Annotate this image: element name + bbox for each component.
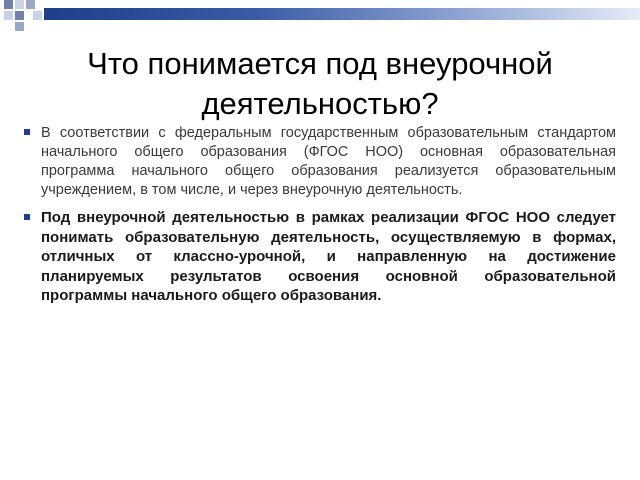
decor-square-icon <box>15 11 24 20</box>
decorative-header-band <box>0 0 640 26</box>
bullet-text: В соответствии с федеральным государственным образовательным стандартом начального общего образования (ФГОС НОО) основная образовательная программа начального общего образования реализуется образовательным учреждением, в том числе, и через внеурочную деятельность. <box>41 125 616 198</box>
square-bullet-icon <box>24 129 30 135</box>
square-bullet-icon <box>24 214 30 220</box>
bullet-item <box>24 208 616 306</box>
decor-square-icon <box>15 0 24 9</box>
slide-title: Что понимается под внеурочной деятельностью? <box>87 46 553 121</box>
bullet-list <box>24 124 616 314</box>
decor-square-icon <box>4 11 13 20</box>
gradient-band <box>44 8 640 20</box>
decor-square-icon <box>26 0 35 9</box>
bullet-text: Под внеурочной деятельностью в рамках реализации ФГОС НОО следует понимать образовательную деятельность, осуществляемую в формах, отличных от классно-урочной, и направленную на достижение планируемых результатов освоения основной образовательной программы начального общего образования. <box>41 209 616 304</box>
decor-square-icon <box>33 11 42 20</box>
bullet-item <box>24 124 616 200</box>
decor-square-icon <box>4 0 13 9</box>
decor-square-icon <box>15 22 24 31</box>
